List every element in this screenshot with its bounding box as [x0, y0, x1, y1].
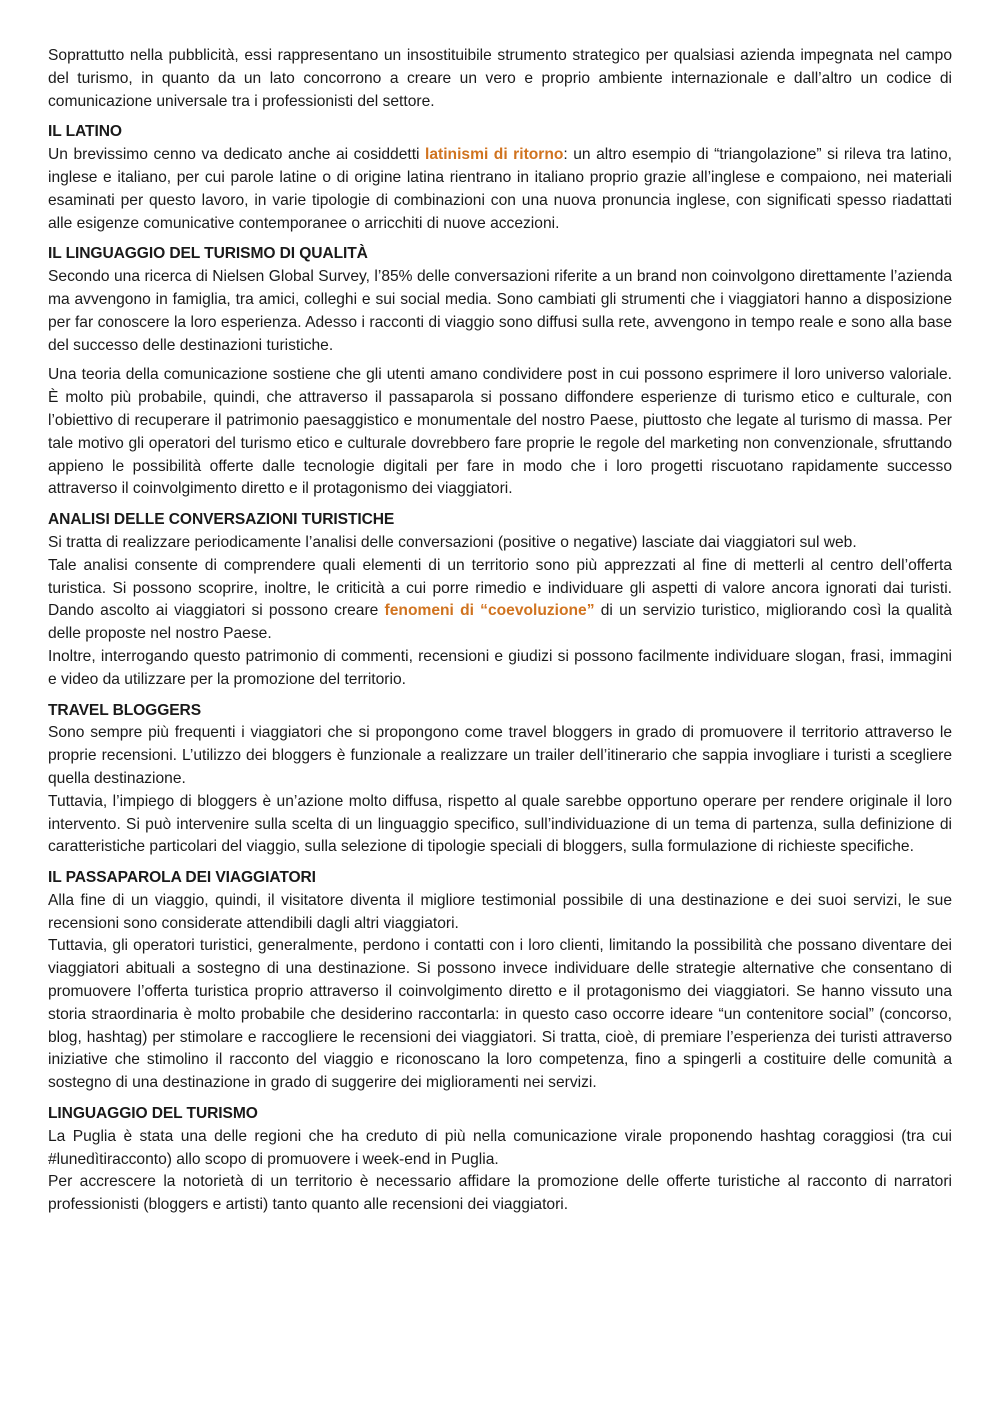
coevoluzione-highlight: fenomeni di “coevoluzione” — [384, 602, 595, 620]
analisi-paragraph-3: Inoltre, interrogando questo patrimonio di commenti, recensioni e giudizi si possono facilmente individuare slogan, frasi, immagini e video da utilizzare per la promozione del territorio. — [48, 647, 952, 688]
section-heading-qualita: IL LINGUAGGIO DEL TURISMO DI QUALITÀ — [48, 245, 368, 263]
analisi-text-after: di un servizio turistico, migliorando così la qualità delle proposte nel nostro Paese. — [48, 602, 952, 643]
passaparola-paragraph-2: Tuttavia, gli operatori turistici, generalmente, perdono i contatti con i loro clienti, limitando la possibilità che possano diventare dei viaggiatori abituali a sostegno di una destinazione. Si possono invece individuare delle strategie alternative che consentano di promuovere l’offerta turistica proprio attraverso il coinvolgimento diretto e il protagonismo dei viaggiatori. Se hanno vissuto una storia straordinaria è molto probabile che desiderino raccontarla: in questo caso occorre ideare “un contenitore social” (concorso, blog, hashtag) per stimolare e raccogliere le recensioni dei viaggiatori. Si tratta, cioè, di premiare l’esperienza dei turisti attraverso iniziative che stimolino il racconto del viaggio e riconoscano la loro competenza, fino a spingerli a costituire delle comunità a sostegno di una destinazione in grado di suggerire dei miglioramenti nei servizi. — [48, 937, 952, 1092]
section-heading-latino: IL LATINO — [48, 123, 122, 141]
analisi-paragraph-1: Si tratta di realizzare periodicamente l’analisi delle conversazioni (positive o negative) lasciate dai viaggiatori sul web. — [48, 533, 857, 551]
section-heading-bloggers: TRAVEL BLOGGERS — [48, 701, 202, 719]
linguaggio-paragraph-1: La Puglia è stata una delle regioni che ha creduto di più nella comunicazione virale proponendo hashtag coraggiosi (tra cui #lunedìtiracconto) allo scopo di promuovere i week-end in Puglia. — [48, 1127, 952, 1168]
bloggers-paragraph-1: Sono sempre più frequenti i viaggiatori che si propongono come travel bloggers in grado di promuovere il territorio attraverso le proprie recensioni. L’utilizzo dei bloggers è funzionale a realizzare un trailer dell’itinerario che sappia invogliare i turisti a scegliere quella destinazione. — [48, 724, 952, 787]
analisi-paragraph-2 — [48, 555, 952, 646]
latino-text-after: : un altro esempio di “triangolazione” si rileva tra latino, inglese e italiano, per cui parole latine o di origine latina rientrano in italiano proprio grazie all’inglese e compaiono, nei materiali esaminati per questo lavoro, in varie tipologie di combinazioni con una nuova pronuncia inglese, con significati spesso riadattati alle esigenze comunicative contemporanee o arricchiti di nuove accezioni. — [48, 146, 952, 232]
qualita-paragraph-2: Una teoria della comunicazione sostiene che gli utenti amano condividere post in cui possono esprimere il loro universo valoriale. È molto più probabile, quindi, che attraverso il passaparola si possano diffondere esperienze di turismo etico e culturale, con l’obiettivo di recuperare il patrimonio paesaggistico e monumentale del nostro Paese, piuttosto che legate al turismo di massa. Per tale motivo gli operatori del turismo etico e culturale dovrebbero fare proprie le regole del marketing non convenzionale, sfruttando appieno le possibilità offerte dalle tecnologie digitali per fare in modo che i loro progetti riscuotano rapidamente successo attraverso il coinvolgimento diretto e il protagonismo dei viaggiatori. — [48, 366, 952, 498]
latinismi-highlight: latinismi di ritorno — [425, 146, 564, 164]
intro-paragraph: Soprattutto nella pubblicità, essi rappresentano un insostituibile strumento strategico per qualsiasi azienda impegnata nel campo del turismo, in quanto da un lato concorrono a creare un vero e proprio ambiente internazionale e dall’altro un codice di comunicazione universale tra i professionisti del settore. — [48, 47, 952, 110]
bloggers-paragraph-2: Tuttavia, l’impiego di bloggers è un’azione molto diffusa, rispetto al quale sarebbe opportuno operare per rendere originale il loro intervento. Si può intervenire sulla scelta di un linguaggio specifico, sull’individuazione di un tema di partenza, sulla definizione di caratteristiche particolari del viaggio, sulla selezione di tipologie speciali di bloggers, sulla formulazione di richieste specifiche. — [48, 792, 952, 856]
linguaggio-paragraph-2: Per accrescere la notorietà di un territorio è necessario affidare la promozione delle offerte turistiche al racconto di narratori professionisti (bloggers e artisti) tanto quanto alle recensioni dei viaggiatori. — [48, 1173, 952, 1214]
latino-paragraph — [48, 144, 952, 235]
analisi-text-before: Tale analisi consente di comprendere quali elementi di un territorio sono più apprezzati al fine di metterli al centro dell’offerta turistica. Si possono scoprire, inoltre, le criticità a cui porre rimedio e individuare gli aspetti di valore ancora ignorati dai turisti. Dando ascolto ai viaggiatori si possono creare — [48, 556, 952, 620]
passaparola-paragraph-1: Alla fine di un viaggio, quindi, il visitatore diventa il migliore testimonial possibile di una destinazione e dei suoi servizi, le sue recensioni sono considerate attendibili dagli altri viaggiatori. — [48, 891, 952, 932]
section-heading-passaparola: IL PASSAPAROLA DEI VIAGGIATORI — [48, 869, 316, 887]
qualita-paragraph-1: Secondo una ricerca di Nielsen Global Survey, l’85% delle conversazioni riferite a un brand non coinvolgono direttamente l’azienda ma avvengono in famiglia, tra amici, colleghi e sui social media. Sono cambiati gli strumenti che i viaggiatori hanno a disposizione per far conoscere la loro esperienza. Adesso i racconti di viaggio sono diffusi sulla rete, avvengono in tempo reale e sono alla base del successo delle destinazioni turistiche. — [48, 268, 952, 354]
section-heading-linguaggio: LINGUAGGIO DEL TURISMO — [48, 1105, 258, 1123]
section-heading-analisi: ANALISI DELLE CONVERSAZIONI TURISTICHE — [48, 511, 395, 529]
latino-text-before: Un brevissimo cenno va dedicato anche ai cosiddetti — [48, 146, 426, 164]
